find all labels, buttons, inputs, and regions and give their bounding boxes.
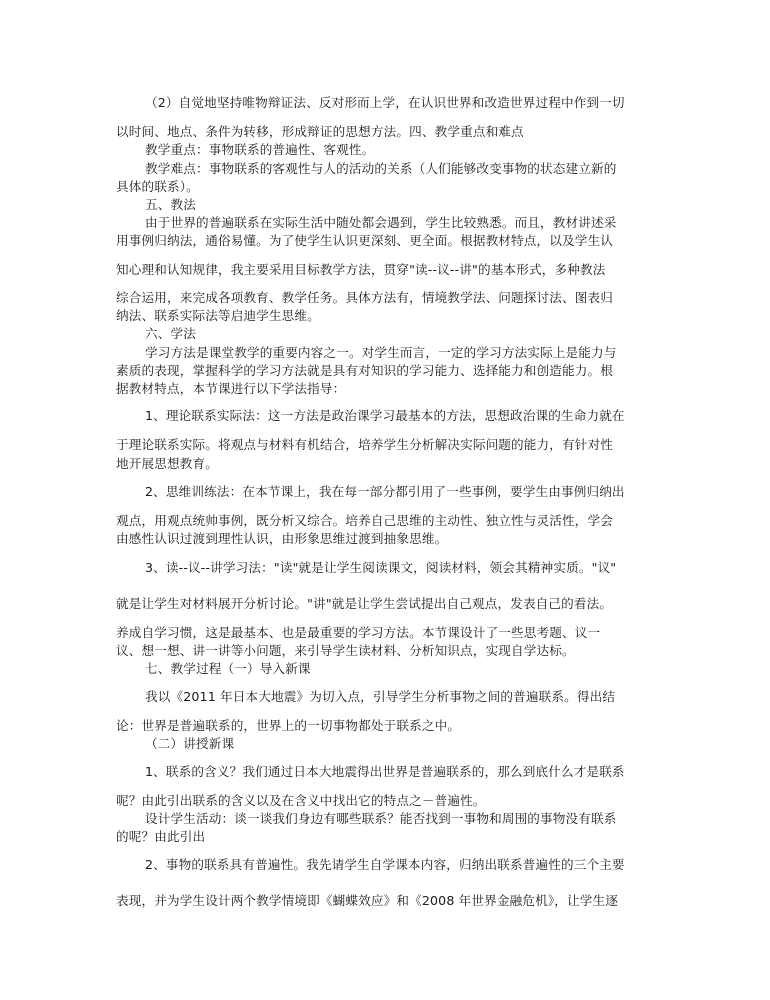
text-line: 以时间、地点、条件为转移，形成辩证的思想方法。四、教学重点和难点 — [116, 124, 524, 139]
text-line: 表现，并为学生设计两个教学情境即《蝴蝶效应》和《2008 年世界金融危机》，让学生逐 — [116, 893, 619, 908]
text-line: 知心理和认知规律，我主要采用目标教学方法，贯穿"读--议--讲"的基本形式，多种教法 — [116, 262, 606, 277]
text-line: 论：世界是普遍联系的，世界上的一切事物都处于联系之中。 — [116, 718, 461, 733]
text-line: 据教材特点，本节课进行以下学法指导： — [116, 381, 346, 396]
text-line: 用事例归纳法，通俗易懂。为了使学生认识更深刻、更全面。根据教材特点，以及学生认 — [116, 233, 614, 248]
text-line: 2、思维训练法：在本节课上，我在每一部分都引用了一些事例，要学生由事例归纳出 — [145, 484, 625, 499]
text-line: 3、读--议--讲学习法："读"就是让学生阅读课文，阅读材料，领会其精神实质。"议" — [145, 560, 617, 575]
text-line: 教学难点：事物联系的客观性与人的活动的关系（人们能够改变事物的状态建立新的 — [145, 161, 617, 176]
text-line: 由感性认识过渡到理性认识，由形象思维过渡到抽象思维。 — [116, 531, 448, 546]
text-line: 养成自学习惯，这是最基本、也是最重要的学习方法。本节课设计了一些思考题、议一 — [116, 625, 601, 640]
text-line: 就是让学生对材料展开分析讨论。"讲"就是让学生尝试提出自己观点，发表自己的看法。 — [116, 596, 613, 611]
section-heading: 七、教学过程（一）导入新课 — [145, 661, 311, 676]
section-heading: 六、学法 — [145, 326, 196, 341]
text-line: 具体的联系）。 — [116, 179, 199, 194]
text-line: 由于世界的普遍联系在实际生活中随处都会遇到，学生比较熟悉。而且，教材讲述采 — [145, 215, 617, 230]
section-heading: 五、教法 — [145, 197, 196, 212]
text-line: （2）自觉地坚持唯物辩证法、反对形而上学，在认识世界和改造世界过程中作到一切 — [145, 95, 625, 110]
text-line: 我以《2011 年日本大地震》为切入点，引导学生分析事物之间的普遍联系。得出结 — [145, 689, 616, 704]
text-line: 素质的表现，掌握科学的学习方法就是具有对知识的学习能力、选择能力和创造能力。根 — [116, 363, 614, 378]
section-heading: （二）讲授新课 — [145, 736, 235, 751]
text-line: 综合运用，来完成各项教育、教学任务。具体方法有，情境教学法、问题探讨法、图表归 — [116, 290, 614, 305]
text-line: 地开展思想教育。 — [116, 456, 218, 471]
text-line: 1、联系的含义？我们通过日本大地震得出世界是普遍联系的，那么到底什么才是联系 — [145, 764, 625, 779]
text-line: 学习方法是课堂教学的重要内容之一。对学生而言，一定的学习方法实际上是能力与 — [145, 345, 617, 360]
text-line: 2、事物的联系具有普遍性。我先请学生自学课本内容，归纳出联系普遍性的三个主要 — [145, 857, 625, 872]
text-line: 于理论联系实际。将观点与材料有机结合，培养学生分析解决实际问题的能力，有针对性 — [116, 437, 614, 452]
text-line: 呢？由此引出联系的含义以及在含义中找出它的特点之－普遍性。 — [116, 793, 486, 808]
text-line: 教学重点：事物联系的普遍性、客观性。 — [145, 142, 375, 157]
text-line: 议、想一想、讲一讲等小问题，来引导学生读材料、分析知识点，实现自学达标。 — [116, 643, 575, 658]
text-line: 1、理论联系实际法：这一方法是政治课学习最基本的方法，思想政治课的生命力就在 — [145, 408, 625, 423]
text-line: 纳法、联系实际法等启迪学生思维。 — [116, 308, 320, 323]
text-line: 的呢？由此引出 — [116, 829, 206, 844]
text-line: 设计学生活动：谈一谈我们身边有哪些联系？能否找到一事物和周围的事物没有联系 — [145, 811, 617, 826]
text-line: 观点，用观点统帅事例，既分析又综合。培养自己思维的主动性、独立性与灵活性，学会 — [116, 513, 614, 528]
